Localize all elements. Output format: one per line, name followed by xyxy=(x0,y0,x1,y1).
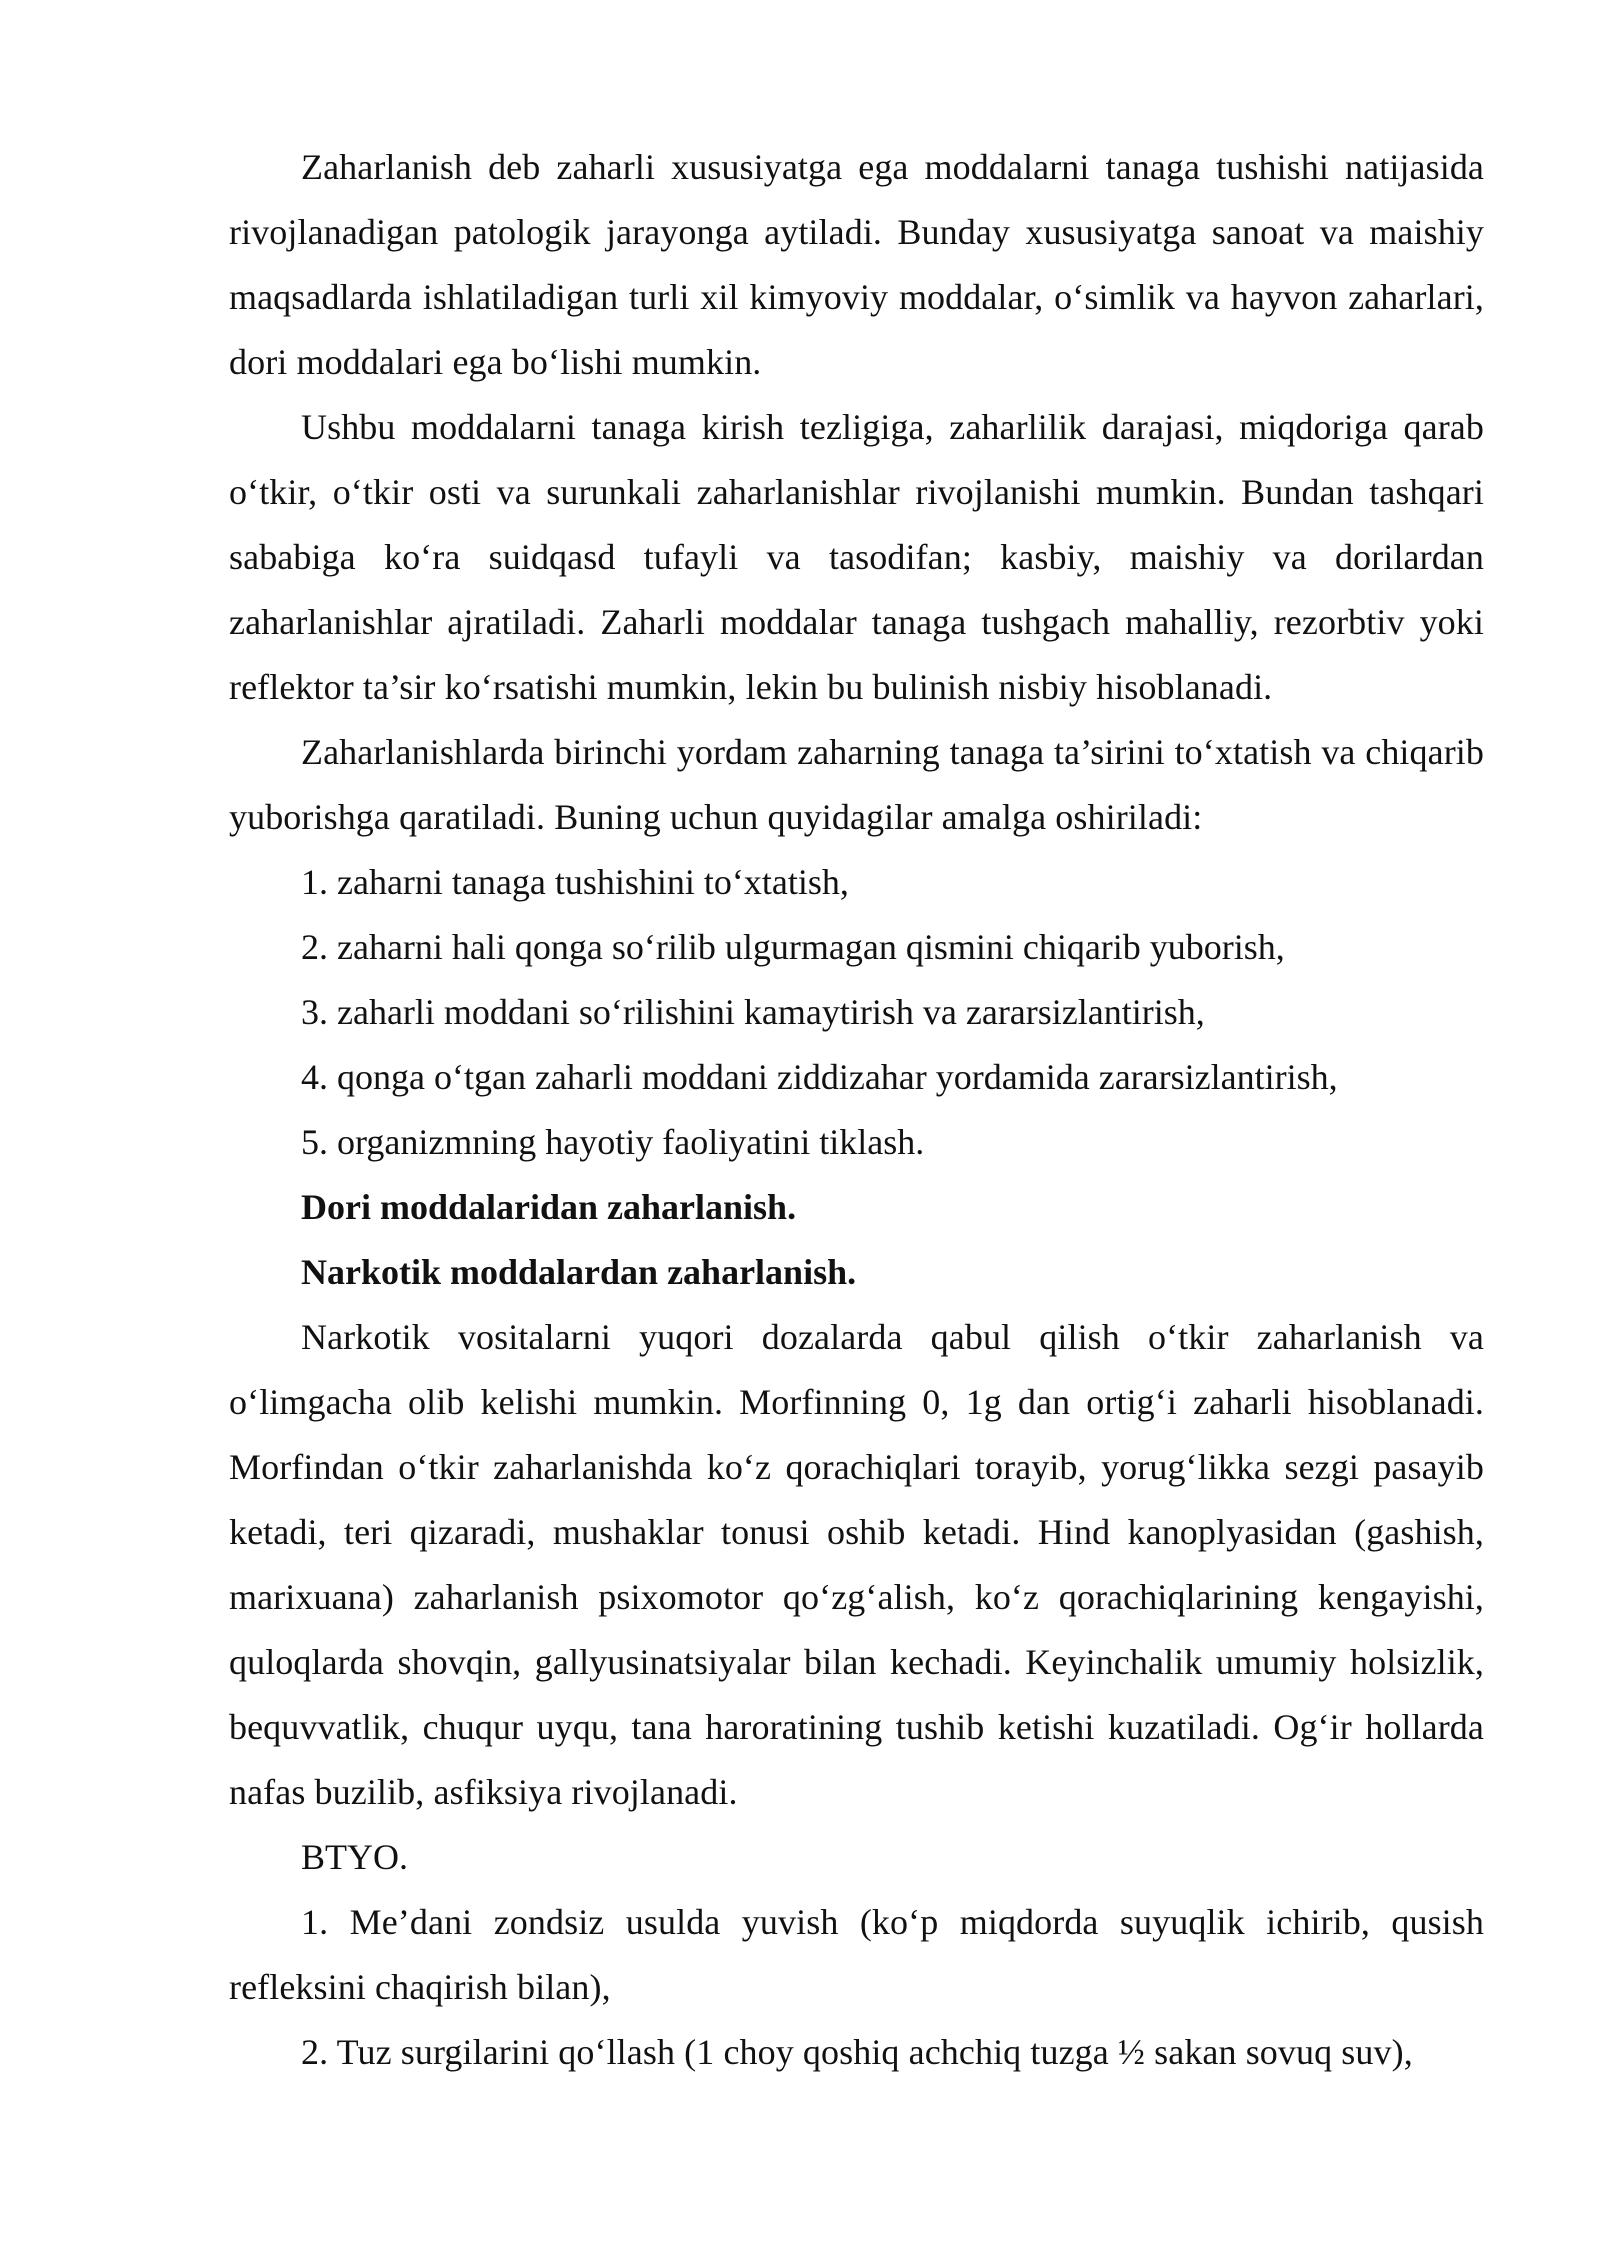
btyo-label: BTYO. xyxy=(301,1837,408,1877)
list-item: 2. Tuz surgilarini qo‘llash (1 choy qoshiq achchiq tuzga ½ sakan sovuq suv), xyxy=(301,2032,1413,2072)
document-body xyxy=(229,135,1484,2085)
btyo-list xyxy=(229,1890,1484,2085)
list-item: 3. zaharli moddani so‘rilishini kamaytirish va zararsizlantirish, xyxy=(301,992,1205,1032)
section-heading-drugs: Dori moddalaridan zaharlanish. xyxy=(301,1187,797,1227)
narcotics-paragraph: Narkotik vositalarni yuqori dozalarda qabul qilish o‘tkir zaharlanish va o‘limgacha olib kelishi mumkin. Morfinning 0, 1g dan ortig‘i zaharli hisoblanadi. Morfindan o‘tkir zaharlanishda ko‘z qorachiqlari torayib, yorug‘likka sezgi pasayib ketadi, teri qizaradi, mushaklar tonusi oshib ketadi. Hind kanoplyasidan (gashish, marixuana) zaharlanish psixomotor qo‘zg‘alish, ko‘z qorachiqlarining kengayishi, quloqlarda shovqin, gallyusinatsiyalar bilan kechadi. Keyinchalik umumiy holsizlik, bequvvatlik, chuqur uyqu, tana haroratining tushib ketishi kuzatiladi. Og‘ir hollarda nafas buzilib, asfiksiya rivojlanadi. xyxy=(229,1317,1484,1812)
list-item: 5. organizmning hayotiy faoliyatini tiklash. xyxy=(301,1122,925,1162)
intro-paragraph: Zaharlanish deb zaharli xususiyatga ega moddalarni tanaga tushishi natijasida rivojlanadigan patologik jarayonga aytiladi. Bunday xususiyatga sanoat va maishiy maqsadlarda ishlatiladigan turli xil kimyoviy moddalar, o‘simlik va hayvon zaharlari, dori moddalari ega bo‘lishi mumkin. xyxy=(229,147,1484,382)
list-item: 1. zaharni tanaga tushishini to‘xtatish, xyxy=(301,862,849,902)
section-heading-narcotics: Narkotik moddalardan zaharlanish. xyxy=(301,1252,857,1292)
first-aid-list xyxy=(229,850,1484,1175)
list-item: 4. qonga o‘tgan zaharli moddani ziddizahar yordamida zararsizlantirish, xyxy=(301,1057,1338,1097)
list-item: 2. zaharni hali qonga so‘rilib ulgurmagan qismini chiqarib yuborish, xyxy=(301,927,1285,967)
list-item: 1. Me’dani zondsiz usulda yuvish (ko‘p miqdorda suyuqlik ichirib, qusish refleksini chaqirish bilan), xyxy=(229,1902,1484,2007)
classification-paragraph: Ushbu moddalarni tanaga kirish tezligiga, zaharlilik darajasi, miqdoriga qarab o‘tkir, o‘tkir osti va surunkali zaharlanishlar rivojlanishi mumkin. Bundan tashqari sababiga ko‘ra suidqasd tufayli va tasodifan; kasbiy, maishiy va dorilardan zaharlanishlar ajratiladi. Zaharli moddalar tanaga tushgach mahalliy, rezorbtiv yoki reflektor ta’sir ko‘rsatishi mumkin, lekin bu bulinish nisbiy hisoblanadi. xyxy=(229,407,1484,707)
first-aid-paragraph: Zaharlanishlarda birinchi yordam zaharning tanaga ta’sirini to‘xtatish va chiqarib yuborishga qaratiladi. Buning uchun quyidagilar amalga oshiriladi: xyxy=(229,732,1484,837)
